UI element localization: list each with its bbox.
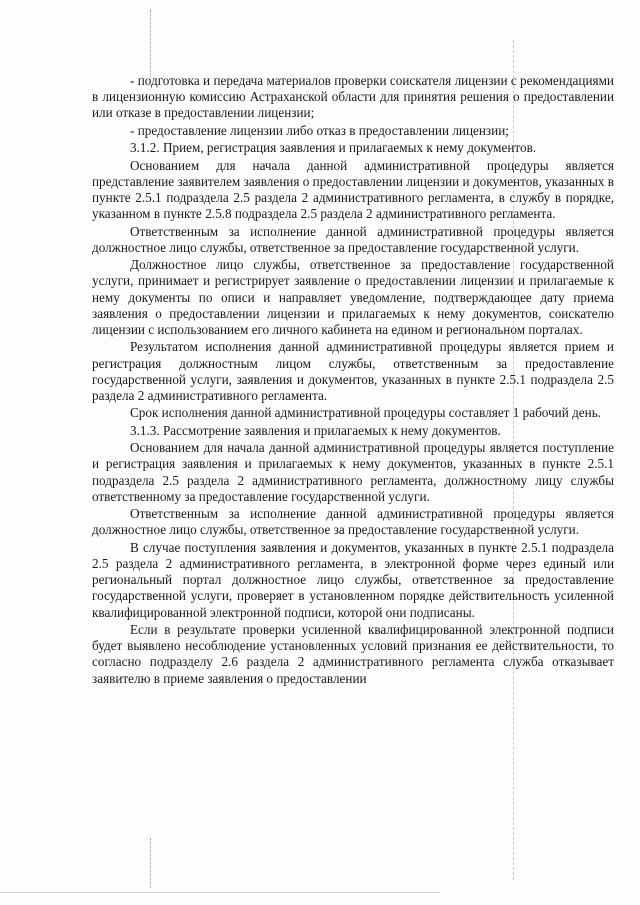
document-body bbox=[92, 73, 614, 688]
scan-bottom-edge bbox=[0, 892, 440, 893]
paragraph-result: Результатом исполнения данной административной процедуры является прием и регистрация должностным лицом службы, ответственным за предоставление государственной услуги, заявления и документов, указанных в пункте 2.5.1 подраздела 2.5 раздела 2 административного регламента. bbox=[92, 339, 614, 403]
paragraph-deadline: Срок исполнения данной административной процедуры составляет 1 рабочий день. bbox=[130, 405, 602, 421]
section-heading-3-1-2: 3.1.2. Прием, регистрация заявления и прилагаемых к нему документов. bbox=[130, 140, 537, 156]
paragraph-signature-check: Если в результате проверки усиленной квалифицированной электронной подписи будет выявлено несоблюдение установленных условий признания ее действительности, то согласно подразделу 2.6 раздела 2 административного регламента служба отказывает заявителю в приеме заявления о предоставлении bbox=[92, 621, 614, 686]
paragraph-official-actions: Должностное лицо службы, ответственное за предоставление государственной услуги, принимает и регистрирует заявление о предоставлении лицензии и прилагаемые к нему документы по описи и направляет уведомление, подтверждающее дату приема заявления о предоставлении лицензии и прилагаемых к нему документов, соискателю лицензии с использованием его личного кабинета на едином и региональном порталах. bbox=[92, 257, 614, 337]
paragraph-electronic-submission: В случае поступления заявления и документов, указанных в пункте 2.5.1 подраздела 2.5 раздела 2 административного регламента, в электронной форме через единый или региональный портал должностное лицо службы, ответственное за предоставление государственной услуги, проверяет в установленном порядке действительность усиленной квалифицированной электронной подписи, которой они подписаны. bbox=[92, 539, 614, 620]
paragraph-basis-review: Основанием для начала данной административной процедуры является поступление и регистрация заявления и прилагаемых к нему документов, указанных в пункте 2.5.1 подраздела 2.5 раздела 2 административного регламента, должностному лицу службы ответственному за предоставление государственной услуги. bbox=[92, 440, 614, 504]
scan-margin-marks bbox=[150, 10, 155, 80]
section-heading-3-1-3: 3.1.3. Рассмотрение заявления и прилагаемых к нему документов. bbox=[130, 422, 501, 438]
paragraph-responsible: Ответственным за исполнение данной административной процедуры является должностное лицо службы, ответственное за предоставление государственной услуги. bbox=[92, 223, 614, 255]
list-item-license-decision: - предоставление лицензии либо отказ в предоставлении лицензии; bbox=[130, 122, 509, 138]
scan-margin-marks-bottom bbox=[150, 838, 155, 888]
paragraph-basis: Основанием для начала данной административной процедуры является представление заявителем заявления о предоставлении лицензии и документов, указанных в пункте 2.5.1 подраздела 2.5 раздела 2 административного регламента, в службу в порядке, указанном в пункте 2.5.8 подраздела 2.5 раздела 2 административного регламента. bbox=[92, 157, 614, 222]
paragraph-responsible-review: Ответственным за исполнение данной административной процедуры является должностное лицо службы, ответственное за предоставление государственной услуги. bbox=[92, 506, 614, 538]
list-item-preparation: - подготовка и передача материалов проверки соискателя лицензии с рекомендациями в лицензионную комиссию Астраханской области для принятия решения о предоставлении или отказе в предоставлении лицензии; bbox=[92, 73, 614, 121]
